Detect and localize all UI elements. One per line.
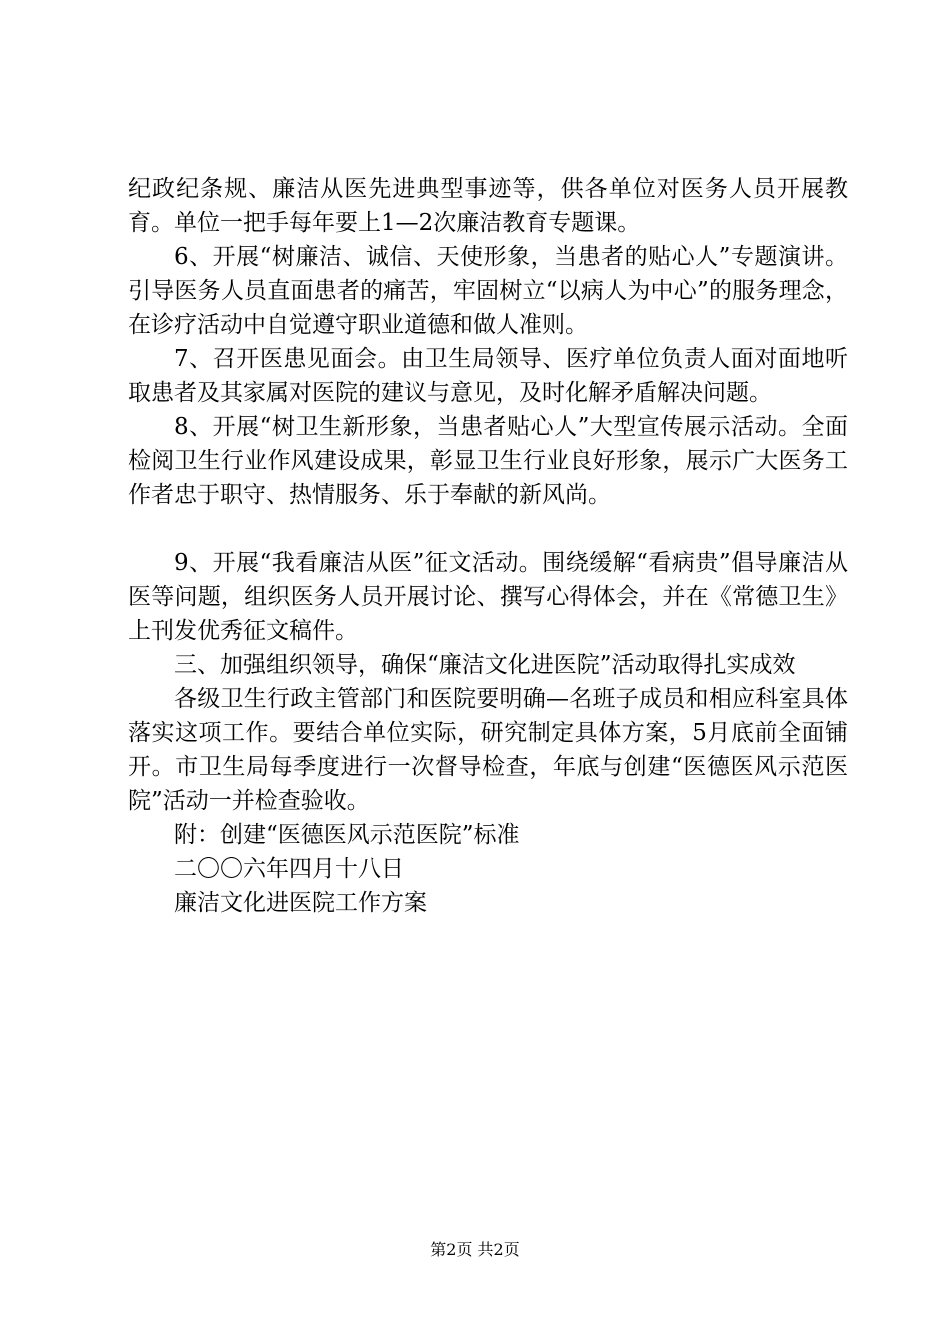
paragraph-item-9: 9、开展“我看廉洁从医”征文活动。围绕缓解“看病贵”倡导廉洁从医等问题，组织医务人员开展讨论、撰写心得体会，并在《常德卫生》上刊发优秀征文稿件。 bbox=[128, 550, 848, 644]
document-date: 二〇〇六年四月十八日 bbox=[174, 856, 404, 882]
paragraph-continuation: 纪政纪条规、廉洁从医先进典型事迹等，供各单位对医务人员开展教育。单位一把手每年要上1—2次廉洁教育专题课。 bbox=[128, 176, 848, 236]
paragraph-item-6: 6、开展“树廉洁、诚信、天使形象，当患者的贴心人”专题演讲。引导医务人员直面患者的痛苦，牢固树立“以病人为中心”的服务理念，在诊疗活动中自觉遵守职业道德和做人准则。 bbox=[128, 244, 848, 338]
attachment-note: 附：创建“医德医风示范医院”标准 bbox=[174, 822, 520, 848]
paragraph-item-8: 8、开展“树卫生新形象，当患者贴心人”大型宣传展示活动。全面检阅卫生行业作风建设成果，彰显卫生行业良好形象，展示广大医务工作者忠于职守、热情服务、乐于奉献的新风尚。 bbox=[128, 414, 848, 508]
page-number-footer: 第2页 共2页 bbox=[430, 1240, 520, 1259]
document-body bbox=[128, 172, 848, 920]
paragraph-item-7: 7、召开医患见面会。由卫生局领导、医疗单位负责人面对面地听取患者及其家属对医院的建议与意见，及时化解矛盾解决问题。 bbox=[128, 346, 848, 406]
document-title-line: 廉洁文化进医院工作方案 bbox=[174, 890, 427, 916]
paragraph-section-3-body: 各级卫生行政主管部门和医院要明确—名班子成员和相应科室具体落实这项工作。要结合单位实际，研究制定具体方案，5月底前全面铺开。市卫生局每季度进行一次督导检查，年底与创建“医德医风示范医院”活动一并检查验收。 bbox=[128, 686, 848, 814]
paragraph-gap bbox=[128, 512, 848, 546]
section-heading-3: 三、加强组织领导，确保“廉洁文化进医院”活动取得扎实成效 bbox=[174, 652, 796, 678]
